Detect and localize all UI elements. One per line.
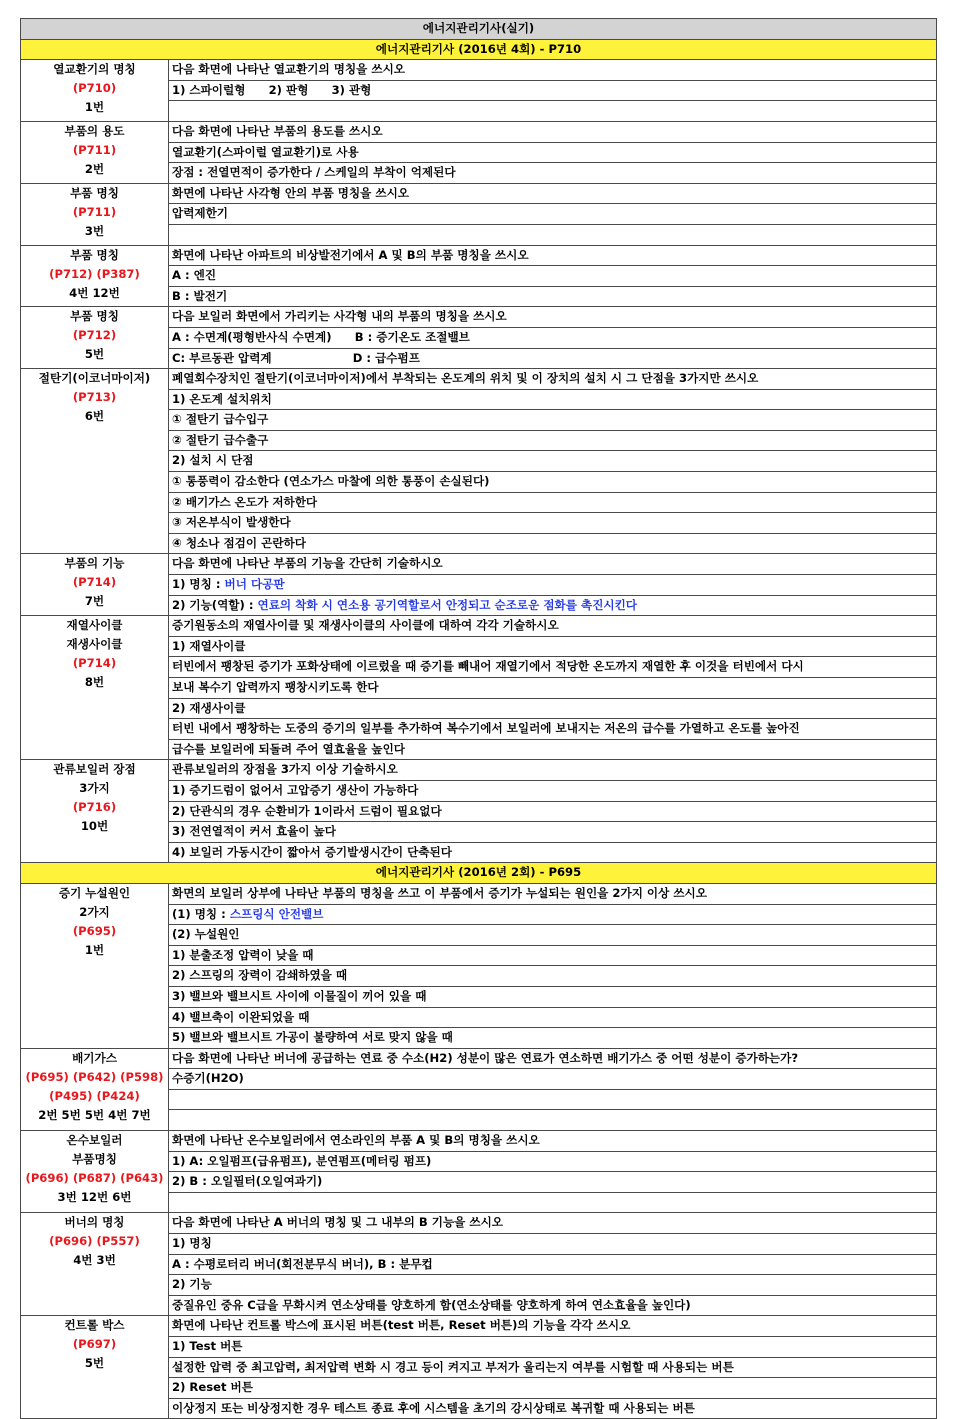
answer-line: ① 절탄기 급수입구 [169,410,937,431]
answer-line: 2) 재생사이클 [169,698,937,719]
question-label: 6번 [84,409,105,424]
page-reference: (P697) [72,1337,117,1352]
question-label: 증기 누설원인 [58,885,131,900]
question-text: 화면에 나타난 온수보일러에서 연소라인의 부품 A 및 B의 명칭을 쓰시오 [169,1131,937,1152]
answer-prefix: 1) 명칭 : [172,577,225,592]
page-reference: (P495) (P424) [49,1088,140,1103]
answer-line [169,101,937,122]
question-label: 부품 명칭 [70,309,119,324]
answer-line: 1) 재열사이클 [169,636,937,657]
question-label: 부품의 용도 [64,123,125,138]
question-label: 관류보일러 장점 [53,762,136,777]
answer-line: 2) B : 오일필터(오일여과기) [169,1172,937,1193]
question-row [21,183,937,204]
answer-line: A : 수평로터리 버너(회전분무식 버너), B : 분무컵 [169,1254,937,1275]
sheet-title: 에너지관리기사(실기) [21,19,937,40]
answer-line [169,1192,937,1213]
answer-line: 터빈 내에서 팽창하는 도중의 증기의 일부를 추가하여 복수기에서 보일러에 보내지는 저온의 급수를 가열하고 온도를 높아진 [169,719,937,740]
question-label: 부품 명칭 [70,185,119,200]
answer-line: 보내 복수기 압력까지 팽창시키도록 한다 [169,678,937,699]
question-label: 1번 [84,100,105,115]
page-reference: (P711) [72,142,117,157]
page-reference: (P713) [72,390,117,405]
answer-line: ④ 청소나 점검이 곤란하다 [169,533,937,554]
question-label: 8번 [84,675,105,690]
answer-line: 압력제한기 [169,204,937,225]
section-header-row [21,863,937,884]
question-label: 1번 [84,942,105,957]
question-label-cell [21,307,169,369]
answer-line: 1) 분출조정 압력이 낮을 때 [169,945,937,966]
question-text: 화면에 나타난 아파트의 비상발전기에서 A 및 B의 부품 명칭을 쓰시오 [169,245,937,266]
page-reference: (P710) [72,81,117,96]
question-text: 화면의 보일러 상부에 나타난 부품의 명칭을 쓰고 이 부품에서 증기가 누설되는 원인을 2가지 이상 쓰시오 [169,883,937,904]
page-reference: (P696) (P687) (P643) [25,1171,164,1186]
page-reference: (P712) [72,328,117,343]
answer-line: 4) 보일러 가동시간이 짧아서 증기발생시간이 단축된다 [169,842,937,863]
answer-line: 터빈에서 팽창된 증기가 포화상태에 이르렀을 때 증기를 빼내어 재열기에서 적당한 온도까지 재열한 후 이것을 터빈에서 다시 [169,657,937,678]
question-text: 다음 화면에 나타난 버너에 공급하는 연료 중 수소(H2) 성분이 많은 연료가 연소하면 배기가스 중 어떤 성분이 증가하는가? [169,1048,937,1069]
question-label-cell [21,616,169,760]
question-label-cell [21,121,169,183]
question-label: 부품의 기능 [64,556,125,571]
answer-line: 1) 명칭 [169,1234,937,1255]
answer-line [169,1110,937,1131]
question-text: 폐열회수장치인 절탄기(이코너마이저)에서 부착되는 온도계의 위치 및 이 장치의 설치 시 그 단점을 3가지만 쓰시오 [169,369,937,390]
question-label: 10번 [80,819,109,834]
question-label: 2가지 [79,904,110,919]
question-row [21,307,937,328]
page-reference: (P695) (P642) (P598) [25,1069,164,1084]
question-label: 부품 명칭 [70,247,119,262]
question-label-cell [21,760,169,863]
page-reference: (P696) (P557) [49,1234,140,1249]
answer-line [169,224,937,245]
question-row [21,1048,937,1069]
answer-line: ② 절탄기 급수출구 [169,430,937,451]
question-label: 절탄기(이코너마이저) [38,371,151,386]
answer-line: A : 수면계(평형반사식 수면계) B : 증기온도 조절밸브 [169,327,937,348]
question-label: 7번 [84,594,105,609]
question-text: 다음 화면에 나타난 부품의 기능을 간단히 기술하시오 [169,554,937,575]
question-label-cell [21,245,169,307]
question-label-cell [21,369,169,554]
answer-line [169,575,937,596]
page-reference: (P714) [72,656,117,671]
question-label: 열교환기의 명칭 [53,62,136,77]
answer-line: 1) 스파이럴형 2) 판형 3) 관형 [169,80,937,101]
question-label: 5번 [84,1356,105,1371]
question-row [21,616,937,637]
question-label-cell [21,883,169,1048]
question-label-cell [21,1213,169,1316]
question-text: 화면에 나타난 컨트롤 박스에 표시된 버튼(test 버튼, Reset 버튼)의 기능을 각각 쓰시오 [169,1316,937,1337]
page-reference: (P712) (P387) [49,266,140,281]
question-row [21,1131,937,1152]
page-reference: (P714) [72,575,117,590]
answer-line: 2) 단관식의 경우 순환비가 1이라서 드럼이 필요없다 [169,801,937,822]
answer-line: C: 부르동관 압력계 D : 급수펌프 [169,348,937,369]
question-label-cell [21,60,169,122]
question-row [21,554,937,575]
question-label: 온수보일러 [66,1133,123,1148]
section-header-row [21,39,937,60]
answer-line: 장점 : 전열면적이 증가한다 / 스케일의 부착이 억제된다 [169,163,937,184]
question-row [21,245,937,266]
answer-line: 열교환기(스파이럴 열교환기)로 사용 [169,142,937,163]
answer-line: 설정한 압력 중 최고압력, 최저압력 변화 시 경고 등이 켜지고 부저가 울리는지 여부를 시험할 때 사용되는 버튼 [169,1357,937,1378]
page-reference: (P695) [72,923,117,938]
answer-line: 이상정지 또는 비상정지한 경우 테스트 종료 후에 시스템을 초기의 강시상태로 복귀할 때 사용되는 버튼 [169,1398,937,1419]
answer-line: 1) 증기드럼이 없어서 고압증기 생산이 가능하다 [169,780,937,801]
answer-line [169,904,937,925]
question-text: 다음 화면에 나타난 열교환기의 명칭을 쓰시오 [169,60,937,81]
answer-line: 급수를 보일러에 되돌려 주어 열효율을 높인다 [169,739,937,760]
section-title: 에너지관리기사 (2016년 2회) - P695 [21,863,937,884]
answer-line [169,595,937,616]
question-label: 부품명칭 [72,1152,117,1167]
answer-line: 5) 밸브와 밸브시트 가공이 불량하여 서로 맞지 않을 때 [169,1028,937,1049]
question-row [21,883,937,904]
page-reference: (P711) [72,204,117,219]
answer-prefix: 2) 기능(역할) : [172,597,258,612]
answer-line: 1) A: 오일펌프(급유펌프), 분연펌프(메터링 펌프) [169,1151,937,1172]
answer-value: 스프링식 안전밸브 [229,906,324,921]
answer-line: 1) Test 버튼 [169,1337,937,1358]
question-row [21,760,937,781]
answer-value: 버너 다공판 [224,577,285,592]
question-row [21,369,937,390]
answer-line: ② 배기가스 온도가 저하한다 [169,492,937,513]
question-label: 2번 [84,161,105,176]
question-label-cell [21,1316,169,1419]
question-label: 2번 5번 5번 4번 7번 [38,1107,151,1122]
answer-line: 2) 스프링의 장력이 감쇄하였을 때 [169,966,937,987]
question-label-cell [21,1131,169,1213]
question-label: 4번 3번 [73,1253,116,1268]
question-row [21,121,937,142]
question-label: 3번 [84,223,105,238]
answer-line: B : 발전기 [169,286,937,307]
question-label: 재열사이클 [66,618,123,633]
answer-line [169,1089,937,1110]
question-label: 재생사이클 [66,637,123,652]
question-label-cell [21,183,169,245]
answer-line: (2) 누설원인 [169,925,937,946]
answer-line: ① 통풍력이 감소한다 (연소가스 마찰에 의한 통풍이 손실된다) [169,472,937,493]
question-text: 다음 화면에 나타난 부품의 용도를 쓰시오 [169,121,937,142]
question-label: 3가지 [79,781,110,796]
answer-prefix: (1) 명칭 : [172,906,230,921]
question-label: 5번 [84,347,105,362]
question-text: 증기원동소의 재열사이클 및 재생사이클의 사이클에 대하여 각각 기술하시오 [169,616,937,637]
question-row [21,60,937,81]
question-row [21,1316,937,1337]
section-title: 에너지관리기사 (2016년 4회) - P710 [21,39,937,60]
question-label: 4번 12번 [69,285,120,300]
question-label: 3번 12번 6번 [57,1190,132,1205]
answer-line: 2) 설치 시 단점 [169,451,937,472]
page-reference: (P716) [72,800,117,815]
answer-line: 2) 기능 [169,1275,937,1296]
question-text: 화면에 나타난 사각형 안의 부품 명칭을 쓰시오 [169,183,937,204]
question-text: 관류보일러의 장점을 3가지 이상 기술하시오 [169,760,937,781]
question-label-cell [21,1048,169,1130]
answer-sheet-table [20,18,937,1419]
question-row [21,1213,937,1234]
question-label-cell [21,554,169,616]
answer-line: 중질유인 중유 C급을 무화시켜 연소상태를 양호하게 함(연소상태를 양호하게 하여 연소효율을 높인다) [169,1295,937,1316]
answer-line: 수증기(H2O) [169,1069,937,1090]
answer-line: 2) Reset 버튼 [169,1378,937,1399]
answer-value: 연료의 착화 시 연소용 공기역할로서 안정되고 순조로운 점화를 촉진시킨다 [257,597,637,612]
answer-line: 1) 온도계 설치위치 [169,389,937,410]
question-label: 버너의 명칭 [64,1215,125,1230]
question-text: 다음 보일러 화면에서 가리키는 사각형 내의 부품의 명칭을 쓰시오 [169,307,937,328]
answer-line: A : 엔진 [169,266,937,287]
question-text: 다음 화면에 나타난 A 버너의 명칭 및 그 내부의 B 기능을 쓰시오 [169,1213,937,1234]
answer-line: 3) 전연열적이 커서 효율이 높다 [169,822,937,843]
question-label: 컨트롤 박스 [64,1318,125,1333]
question-label: 배기가스 [72,1050,117,1065]
answer-line: 3) 밸브와 밸브시트 사이에 이물질이 끼어 있을 때 [169,986,937,1007]
answer-line: ③ 저온부식이 발생한다 [169,513,937,534]
answer-line: 4) 밸브축이 이완되었을 때 [169,1007,937,1028]
sheet-title-row [21,19,937,40]
